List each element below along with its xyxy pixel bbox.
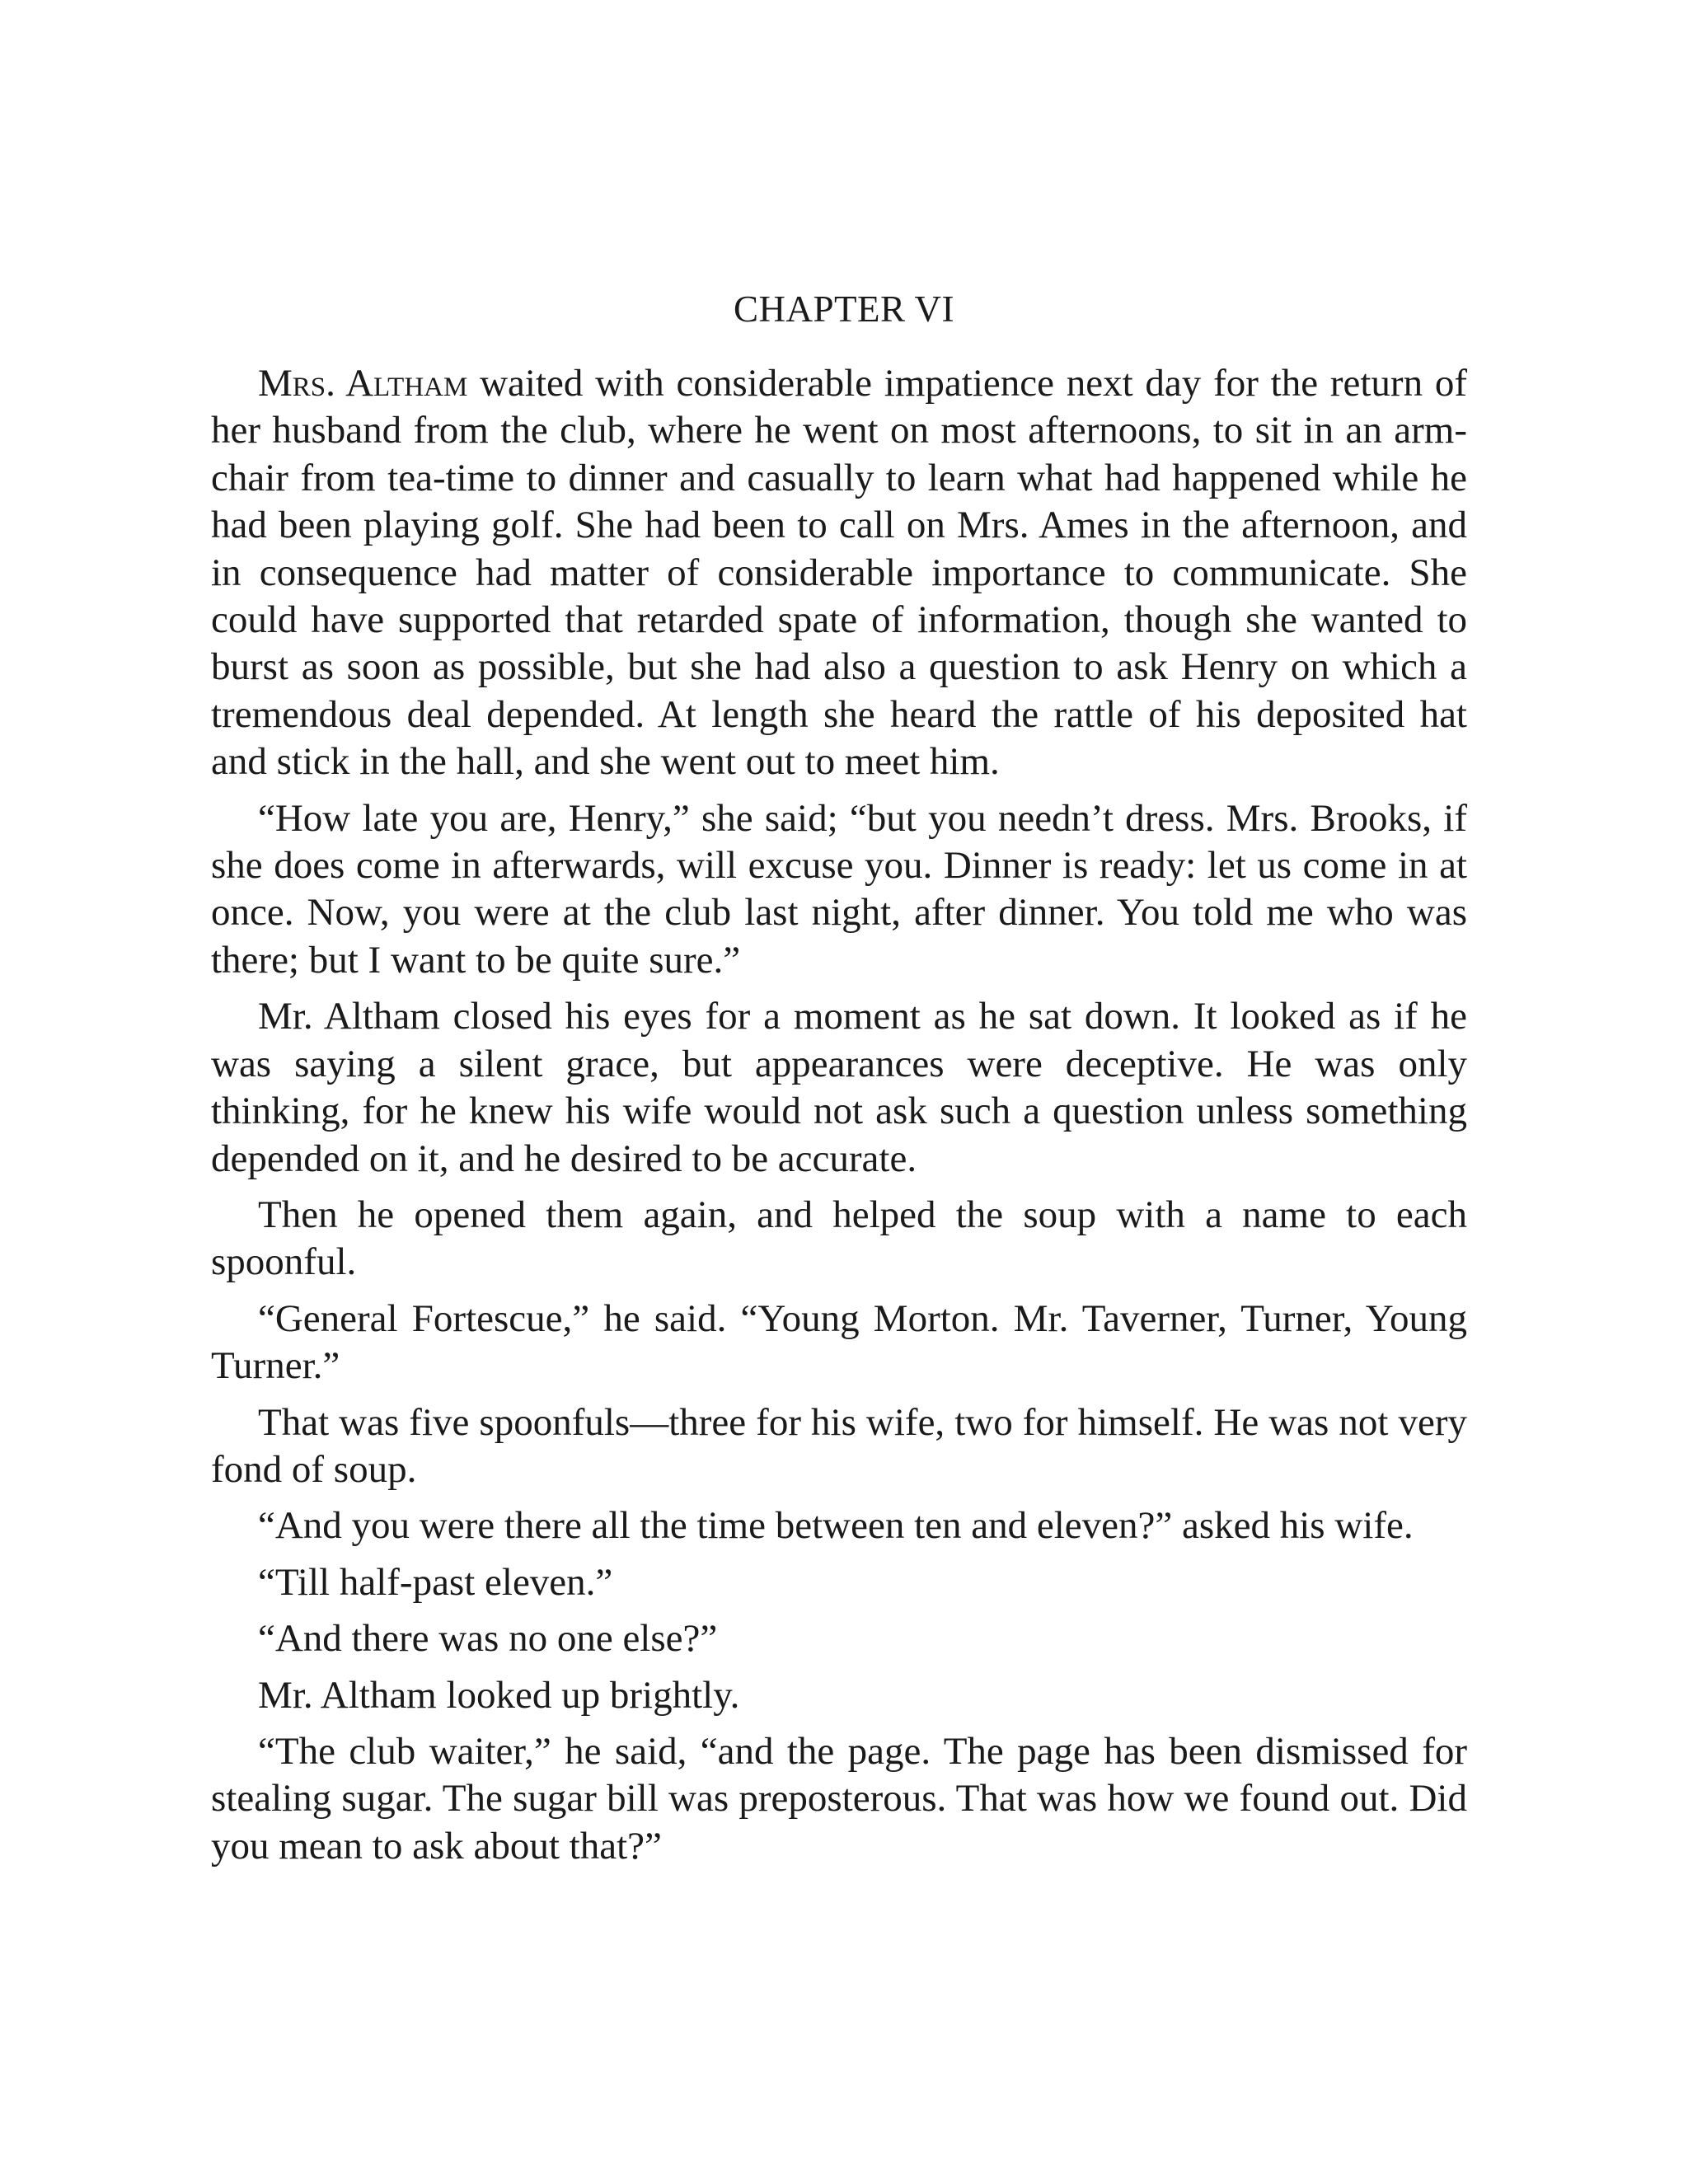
paragraph: “General Fortescue,” he said. “Young Morton. Mr. Taverner, Turner, Young Turner.” [211,1296,1467,1388]
paragraph-text: waited with considerable impatience next day for the return of her husband from the club, where he went on most afternoons, to sit in an arm-chair from tea-time to dinner and casually to learn what had happened while he had been playing golf. She had been to call on Mrs. Ames in the afternoon, and in consequence had matter of considerable importance to communicate. She could have supported that retarded spate of information, though she wanted to burst as soon as possible, but she had also a question to ask Henry on which a tremendous deal depended. At length she heard the rattle of his deposited hat and stick in the hall, and she went out to meet him. [211,362,1468,784]
paragraph-lead-smallcaps: Mrs. Altham [258,362,468,405]
paragraph: Mr. Altham closed his eyes for a moment as he sat down. It looked as if he was saying a silent grace, but appearances were deceptive. He was only thinking, for he knew his wife would not ask such a question unless something depended on it, and he desired to be accurate. [211,995,1467,1180]
paragraph: That was five spoonfuls—three for his wife, two for himself. He was not very fond of soup. [211,1400,1467,1491]
paragraph: Then he opened them again, and helped the soup with a name to each spoonful. [211,1193,1467,1284]
chapter-title: CHAPTER VI [734,288,954,330]
body-text [211,360,1467,1879]
paragraph [211,360,1467,786]
paragraph: “The club waiter,” he said, “and the page. The page has been dismissed for stealing sugar. The sugar bill was preposterous. That was how we found out. Did you mean to ask about that?” [211,1729,1467,1868]
paragraph: “Till half-past eleven.” [258,1560,613,1604]
paragraph: “And there was no one else?” [258,1617,718,1661]
paragraph: “And you were there all the time between ten and eleven?” asked his wife. [258,1504,1414,1548]
paragraph: “How late you are, Henry,” she said; “but you needn’t dress. Mrs. Brooks, if she does come in afterwards, will excuse you. Dinner is ready: let us come in at once. Now, you were at the club last night, after dinner. You told me who was there; but I want to be quite sure.” [211,796,1467,982]
paragraph: Mr. Altham looked up brightly. [258,1673,740,1717]
